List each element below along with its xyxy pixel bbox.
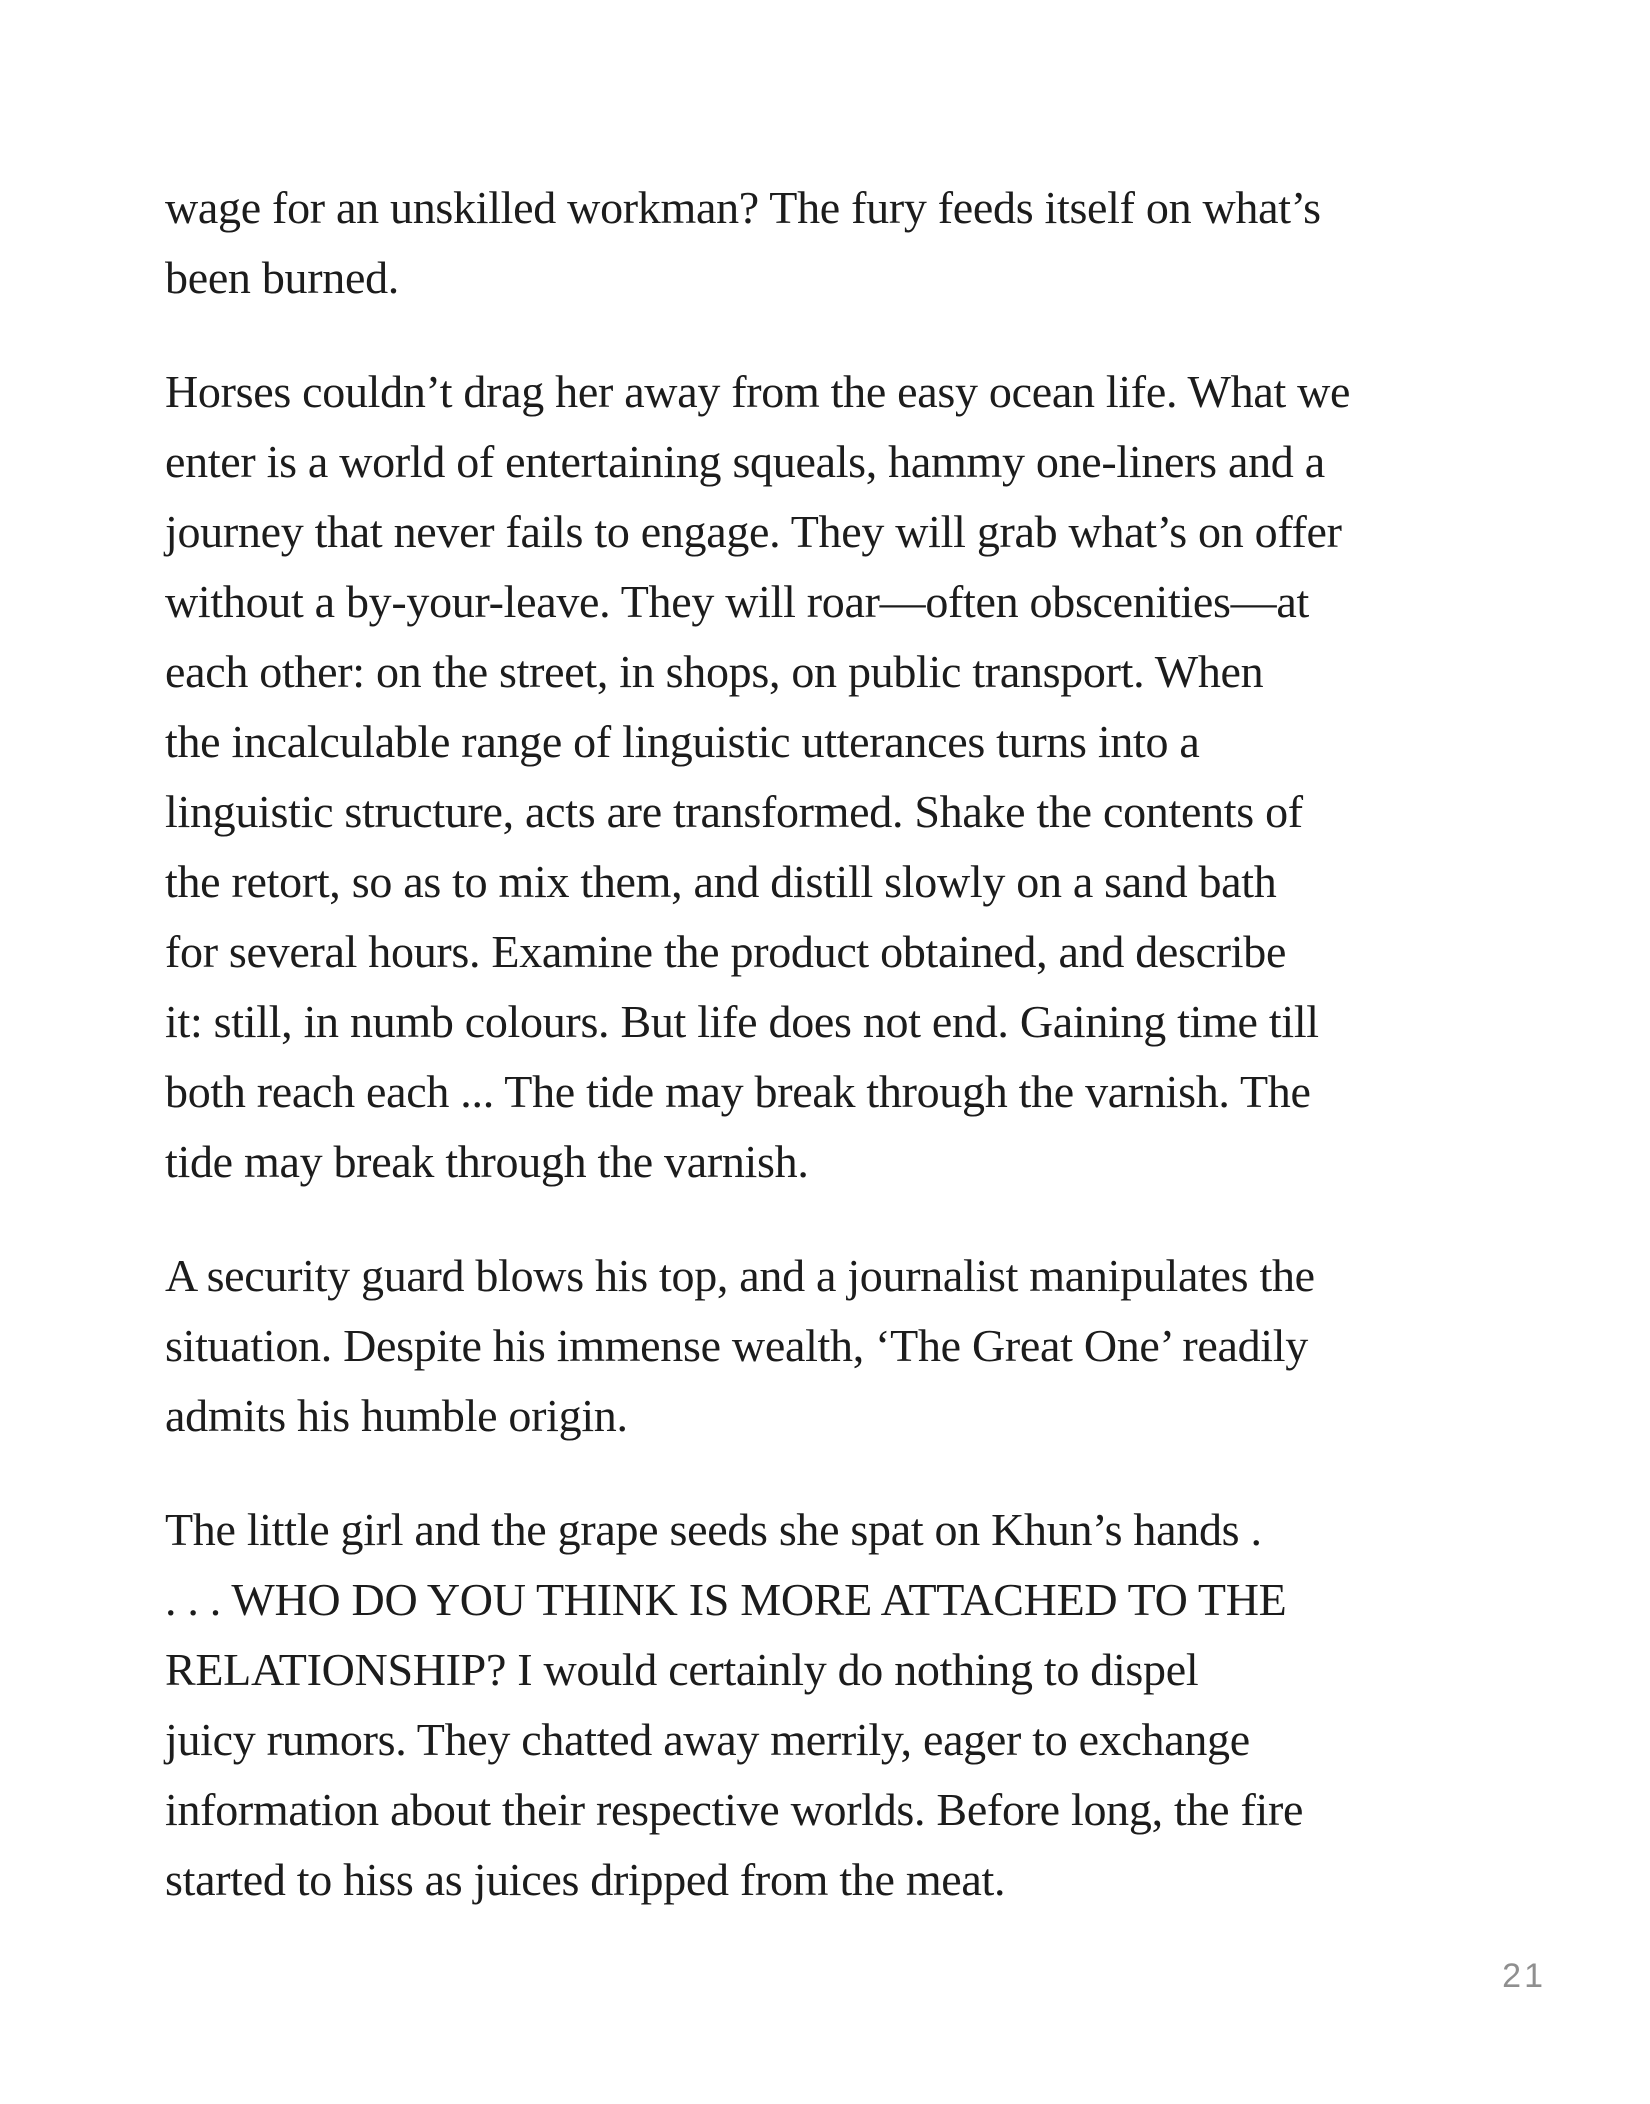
text-line: for several hours. Examine the product obtained, and describe: [165, 926, 1287, 977]
text-line: journey that never fails to engage. They will grab what’s on offer: [165, 506, 1342, 557]
text-line: . . . WHO DO YOU THINK IS MORE ATTACHED TO THE: [165, 1574, 1287, 1625]
text-line: juicy rumors. They chatted away merrily, eager to exchange: [165, 1714, 1250, 1765]
text-line: both reach each ... The tide may break through the varnish. The: [165, 1066, 1311, 1117]
paragraph: [165, 357, 1535, 1197]
text-line: admits his humble origin.: [165, 1390, 628, 1441]
text-line: RELATIONSHIP? I would certainly do nothing to dispel: [165, 1644, 1199, 1695]
paragraph: [165, 1241, 1535, 1451]
text-line: The little girl and the grape seeds she spat on Khun’s hands .: [165, 1504, 1262, 1555]
text-line: linguistic structure, acts are transformed. Shake the contents of: [165, 786, 1303, 837]
text-line: it: still, in numb colours. But life does not end. Gaining time till: [165, 996, 1319, 1047]
text-line: the incalculable range of linguistic utterances turns into a: [165, 716, 1200, 767]
text-line: each other: on the street, in shops, on public transport. When: [165, 646, 1264, 697]
text-line: without a by-your-leave. They will roar—often obscenities—at: [165, 576, 1309, 627]
page-number: 21: [1502, 1957, 1546, 1995]
paragraph: [165, 1495, 1535, 1915]
paragraph: [165, 173, 1535, 313]
text-line: A security guard blows his top, and a journalist manipulates the: [165, 1250, 1315, 1301]
text-line: been burned.: [165, 252, 399, 303]
text-line: situation. Despite his immense wealth, ‘The Great One’ readily: [165, 1320, 1308, 1371]
paragraphs-container: [165, 173, 1535, 1915]
text-line: tide may break through the varnish.: [165, 1136, 809, 1187]
text-line: started to hiss as juices dripped from the meat.: [165, 1854, 1006, 1905]
text-line: Horses couldn’t drag her away from the easy ocean life. What we: [165, 366, 1351, 417]
text-line: information about their respective worlds. Before long, the fire: [165, 1784, 1304, 1835]
text-line: the retort, so as to mix them, and distill slowly on a sand bath: [165, 856, 1277, 907]
text-line: enter is a world of entertaining squeals, hammy one-liners and a: [165, 436, 1325, 487]
text-line: wage for an unskilled workman? The fury feeds itself on what’s: [165, 182, 1321, 233]
